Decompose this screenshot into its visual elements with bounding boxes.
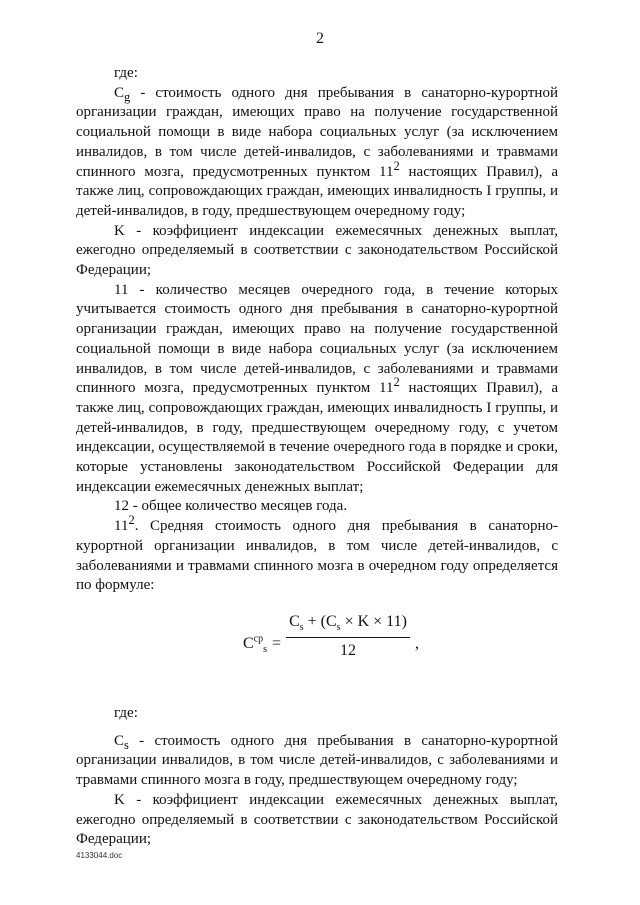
symbol-subscript: g <box>124 89 131 104</box>
definition-text-cont: настоящих Правил), а также лиц, сопровождающих граждан, имеющих инвалидность I группы, и детей-инвалидов, в году, предшествующем очередному году, с учетом индексации, осуществляемой в течение очередного года в порядке и сроки, которые установлены законодательством Российской Федерации для индексации ежемесячных денежных выплат; <box>76 380 558 495</box>
document-body <box>76 64 558 850</box>
point-reference-sup: 2 <box>393 158 400 173</box>
formula-numerator <box>288 612 408 632</box>
point-reference: 11 <box>379 163 394 180</box>
definition-k: K - коэффициент индексации ежемесячных денежных выплат, ежегодно определяемый в соответствии с законодательством Российской Федерации; <box>76 791 558 848</box>
point-reference-sup: 2 <box>393 375 400 390</box>
document-filename: 4133044.doc <box>76 851 123 860</box>
definition-text-cont: настоящих Правил), а также лиц, сопровождающих граждан, имеющих инвалидность I группы, и детей-инвалидов, в году, предшествующем очередному году; <box>76 163 558 219</box>
definition-11 <box>76 281 558 498</box>
formula-lhs <box>243 634 267 654</box>
definition-cs <box>76 732 558 791</box>
definition-cg <box>76 84 558 222</box>
numerator-part-c: × K × 11) <box>340 612 407 630</box>
formula-lhs-sub: s <box>263 644 268 656</box>
formula-equals: = <box>272 634 282 652</box>
numerator-sub-a: s <box>299 622 304 634</box>
where-label: где: <box>114 704 138 721</box>
symbol-subscript: s <box>124 737 129 752</box>
clause-text: . Средняя стоимость одного дня пребывания в санаторно-курортной организации инвалидов, в том числе детей-инвалидов, с заболеваниями и травмами спинного мозга в очередном году определяется по формуле: <box>76 518 558 594</box>
where-label: где: <box>114 65 138 81</box>
formula-comma: , <box>415 634 419 652</box>
page-number: 2 <box>316 30 324 47</box>
numerator-part-b: + (C <box>303 612 337 630</box>
formula-denominator: 12 <box>340 641 356 659</box>
definition-text: 11 - количество месяцев очередного года, в течение которых учитывается стоимость одного дня пребывания в санаторно-курортной организации граждан, имеющих право на получение государственной социальной помощи в виде набора социальных услуг (за исключением инвалидов, в том числе детей-инвалидов, с заболеваниями и травмами спинного мозга, предусмотренных пунктом <box>76 281 558 397</box>
symbol-c: C <box>114 732 125 749</box>
fraction-bar <box>286 637 410 638</box>
formula-lhs-symbol: C <box>243 634 254 652</box>
definition-text: - стоимость одного дня пребывания в санаторно-курортной организации граждан, имеющих право на получение государственной социальной помощи в виде набора социальных услуг (за исключением инвалидов, в том числе детей-инвалидов, с заболеваниями и травмами спинного мозга, предусмотренных пунктом <box>76 84 558 180</box>
definition-text: - стоимость одного дня пребывания в санаторно-курортной организации инвалидов, в том числе детей-инвалидов, с заболеваниями и травмами спинного мозга в году, предшествующем очередному году; <box>76 732 558 789</box>
formula <box>76 612 558 682</box>
symbol-c: C <box>114 84 125 101</box>
definition-k: K - коэффициент индексации ежемесячных денежных выплат, ежегодно определяемый в соответствии с законодательством Российской Федерации; <box>76 222 558 279</box>
clause-number: 11 <box>114 518 129 535</box>
point-reference: 11 <box>379 380 394 397</box>
numerator-sub-b: s <box>336 622 341 634</box>
formula-lhs-sup: ср <box>253 633 264 645</box>
clause-11-2 <box>76 513 558 596</box>
clause-number-sup: 2 <box>128 513 135 528</box>
numerator-part-a: C <box>289 612 300 630</box>
definition-12: 12 - общее количество месяцев года. <box>114 498 348 515</box>
